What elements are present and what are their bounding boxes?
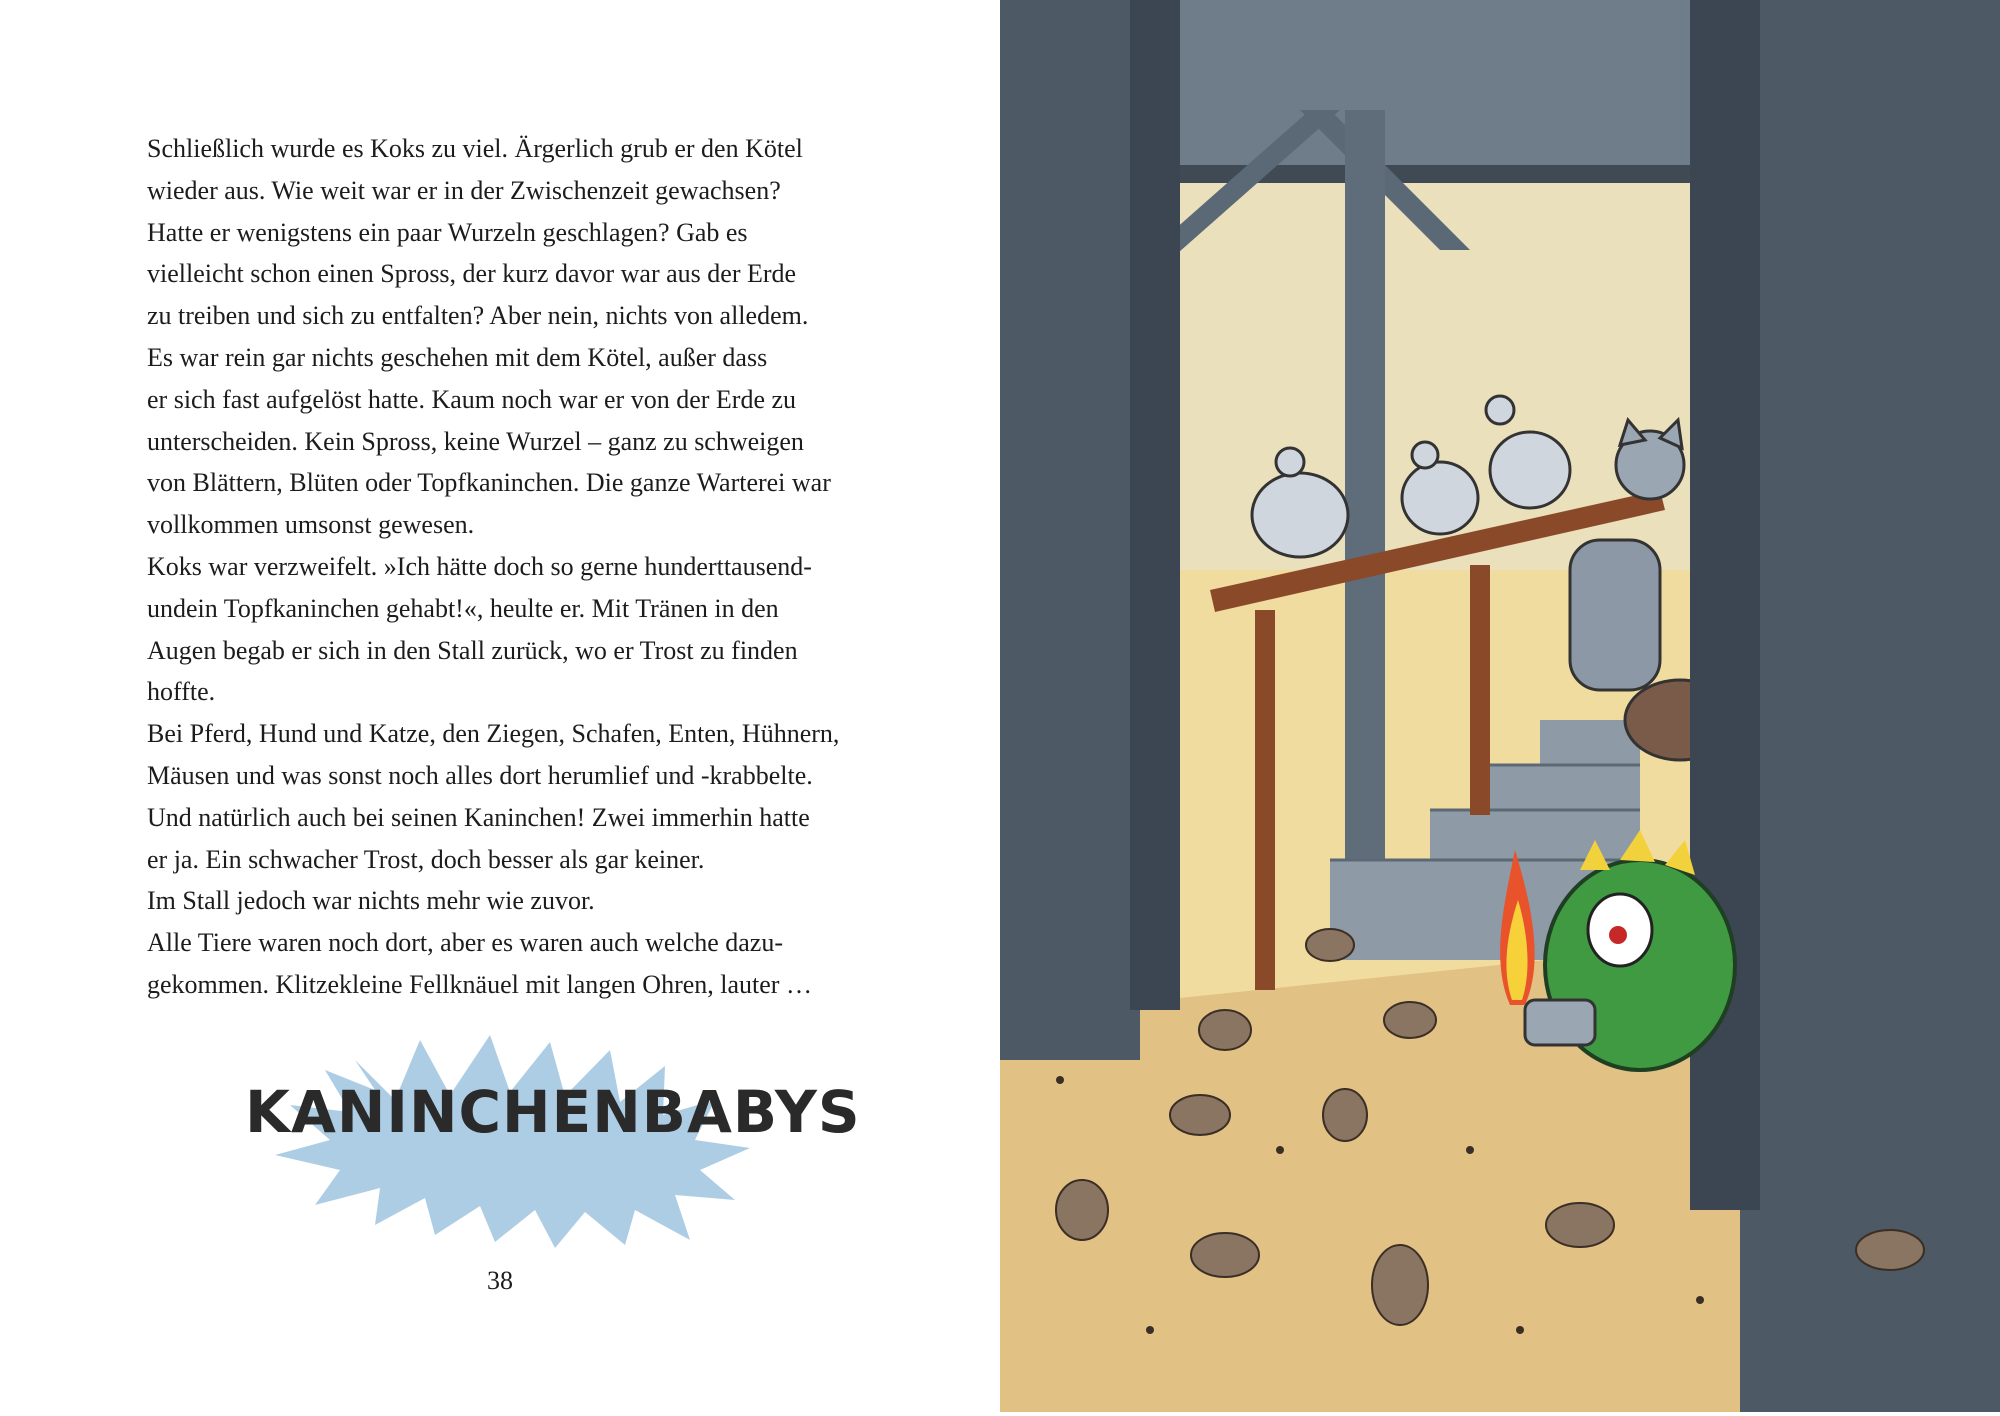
- baby-rabbit: [1191, 1233, 1259, 1277]
- railing-post: [1470, 565, 1490, 815]
- text-line: vielleicht schon einen Spross, der kurz davor war aus der Erde: [147, 259, 797, 289]
- chapter-heading: [245, 1030, 861, 1250]
- text-line: hoffte.: [147, 677, 216, 707]
- text-line: Mäusen und was sonst noch alles dort herumlief und -krabbelte.: [147, 760, 813, 790]
- body-text: [147, 128, 887, 1006]
- text-line: undein Topfkaninchen gehabt!«, heulte er. Mit Tränen in den: [147, 593, 779, 623]
- barn-illustration: [1000, 0, 2000, 1412]
- page-number: 38: [487, 1266, 513, 1295]
- text-line: er ja. Ein schwacher Trost, doch besser als gar keiner.: [147, 844, 705, 874]
- armor-figure: [1570, 540, 1660, 690]
- chicken-figure: [1252, 473, 1348, 557]
- post-beam: [1345, 110, 1385, 950]
- railing-post: [1255, 610, 1275, 990]
- door-frame-left: [1130, 0, 1180, 1010]
- dragon-muzzle: [1525, 1000, 1595, 1045]
- text-line: von Blättern, Blüten oder Topfkaninchen. Die ganze Warterei war: [147, 468, 831, 498]
- text-line: Schließlich wurde es Koks zu viel. Ärgerlich grub er den Kötel: [147, 134, 803, 163]
- baby-rabbit: [1199, 1010, 1251, 1050]
- text-line: Hatte er wenigstens ein paar Wurzeln geschlagen? Gab es: [147, 217, 748, 247]
- text-line: Im Stall jedoch war nichts mehr wie zuvor.: [147, 886, 595, 916]
- text-line: er sich fast aufgelöst hatte. Kaum noch war er von der Erde zu: [147, 384, 797, 414]
- floor-speck: [1466, 1146, 1474, 1154]
- chicken-figure: [1402, 462, 1478, 534]
- floor-speck: [1056, 1076, 1064, 1084]
- text-line: vollkommen umsonst gewesen.: [147, 510, 475, 540]
- floor-speck: [1146, 1326, 1154, 1334]
- text-line: unterscheiden. Kein Spross, keine Wurzel – ganz zu schweigen: [147, 426, 804, 456]
- text-line: Es war rein gar nichts geschehen mit dem Kötel, außer dass: [147, 342, 768, 372]
- baby-rabbit: [1546, 1203, 1614, 1247]
- barn-scene: [1000, 0, 2000, 1412]
- baby-rabbit: [1306, 929, 1354, 961]
- heading-text: KANINCHENBABYS: [245, 1078, 861, 1146]
- baby-rabbit: [1372, 1245, 1428, 1325]
- baby-rabbit: [1384, 1002, 1436, 1038]
- barn-wall-left: [1000, 0, 1140, 1060]
- floor-speck: [1276, 1146, 1284, 1154]
- goose-head: [1486, 396, 1514, 424]
- text-line: Bei Pferd, Hund und Katze, den Ziegen, Schafen, Enten, Hühnern,: [147, 719, 840, 749]
- floor-speck: [1696, 1296, 1704, 1304]
- baby-rabbit: [1323, 1089, 1367, 1141]
- chicken-head: [1412, 442, 1438, 468]
- dragon-pupil: [1609, 926, 1627, 944]
- chicken-head: [1276, 448, 1304, 476]
- text-line: zu treiben und sich zu entfalten? Aber nein, nichts von alledem.: [147, 301, 809, 331]
- text-line: wieder aus. Wie weit war er in der Zwischenzeit gewachsen?: [147, 175, 781, 205]
- text-line: Koks war verzweifelt. »Ich hätte doch so gerne hunderttausend-: [147, 551, 812, 581]
- text-line: Augen begab er sich in den Stall zurück, wo er Trost zu finden: [147, 635, 798, 665]
- roof-beams: [1140, 0, 1740, 180]
- baby-rabbit: [1170, 1095, 1230, 1135]
- barn-wall-right: [1740, 0, 2000, 1412]
- goose-figure: [1490, 432, 1570, 508]
- floor-speck: [1516, 1326, 1524, 1334]
- text-line: Alle Tiere waren noch dort, aber es waren auch welche dazu-: [147, 928, 784, 958]
- baby-rabbit: [1856, 1230, 1924, 1270]
- text-page: [0, 0, 1000, 1412]
- text-line: Und natürlich auch bei seinen Kaninchen! Zwei immerhin hatte: [147, 802, 810, 832]
- baby-rabbit: [1056, 1180, 1108, 1240]
- roof-shadow: [1140, 165, 1740, 183]
- text-line: gekommen. Klitzekleine Fellknäuel mit langen Ohren, lauter …: [147, 969, 812, 999]
